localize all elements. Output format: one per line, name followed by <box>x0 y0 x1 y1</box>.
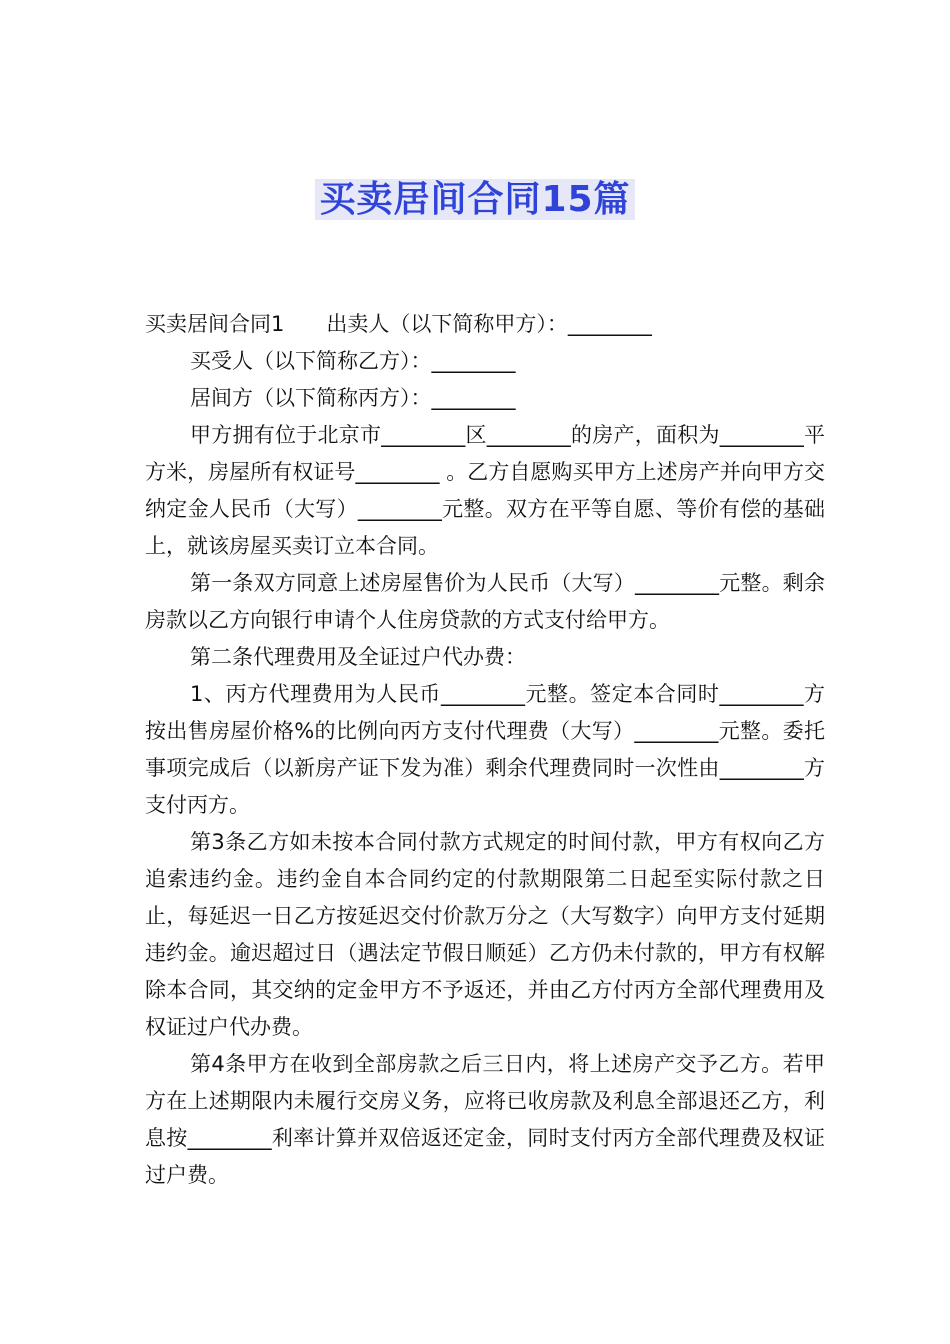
paragraph-article-2: 第二条代理费用及全证过户代办费： <box>190 645 526 669</box>
paragraph-article-3: 第3条乙方如未按本合同付款方式规定的时间付款，甲方有权向乙方追索违约金。违约金自本合同约定的付款期限第二日起至实际付款之日止，每延迟一日乙方按延迟交付价款万分之（大写数字）向甲方支付延期违约金。逾迟超过日（遇法定节假日顺延）乙方仍未付款的，甲方有权解除本合同，其交纳的定金甲方不予返还，并由乙方付丙方全部代理费用及权证过户代办费。 <box>145 830 825 1039</box>
paragraph-property: 甲方拥有位于北京市________区________的房产，面积为________平方米，房屋所有权证号________ 。乙方自愿购买甲方上述房产并向甲方交纳定金人民币（大写）________元整。双方在平等自愿、等价有偿的基础上，就该房屋买卖订立本合同。 <box>145 423 825 558</box>
intermediary-line: 居间方（以下简称丙方）：________ <box>190 386 516 410</box>
paragraph-1 <box>145 306 825 343</box>
contract-body <box>145 306 825 1194</box>
paragraph-article-1: 第一条双方同意上述房屋售价为人民币（大写）________元整。剩余房款以乙方向银行申请个人住房贷款的方式支付给甲方。 <box>145 571 825 632</box>
paragraph-article-4: 第4条甲方在收到全部房款之后三日内，将上述房产交予乙方。若甲方在上述期限内未履行交房义务，应将已收房款及利息全部退还乙方，利息按________利率计算并双倍返还定金，同时支付丙方全部代理费及权证过户费。 <box>145 1052 825 1187</box>
paragraph-agency-fee: 1、丙方代理费用为人民币________元整。签定本合同时________方按出售房屋价格%的比例向丙方支付代理费（大写）________元整。委托事项完成后（以新房产证下发为准）剩余代理费同时一次性由________方支付丙方。 <box>145 682 825 817</box>
buyer-line: 买受人（以下简称乙方）：________ <box>190 349 516 373</box>
document-title-text: 买卖居间合同15篇 <box>315 179 634 220</box>
seller-line: 出卖人（以下简称甲方）：________ <box>326 312 652 336</box>
document-title <box>0 176 950 224</box>
contract-heading: 买卖居间合同1 <box>145 312 285 336</box>
